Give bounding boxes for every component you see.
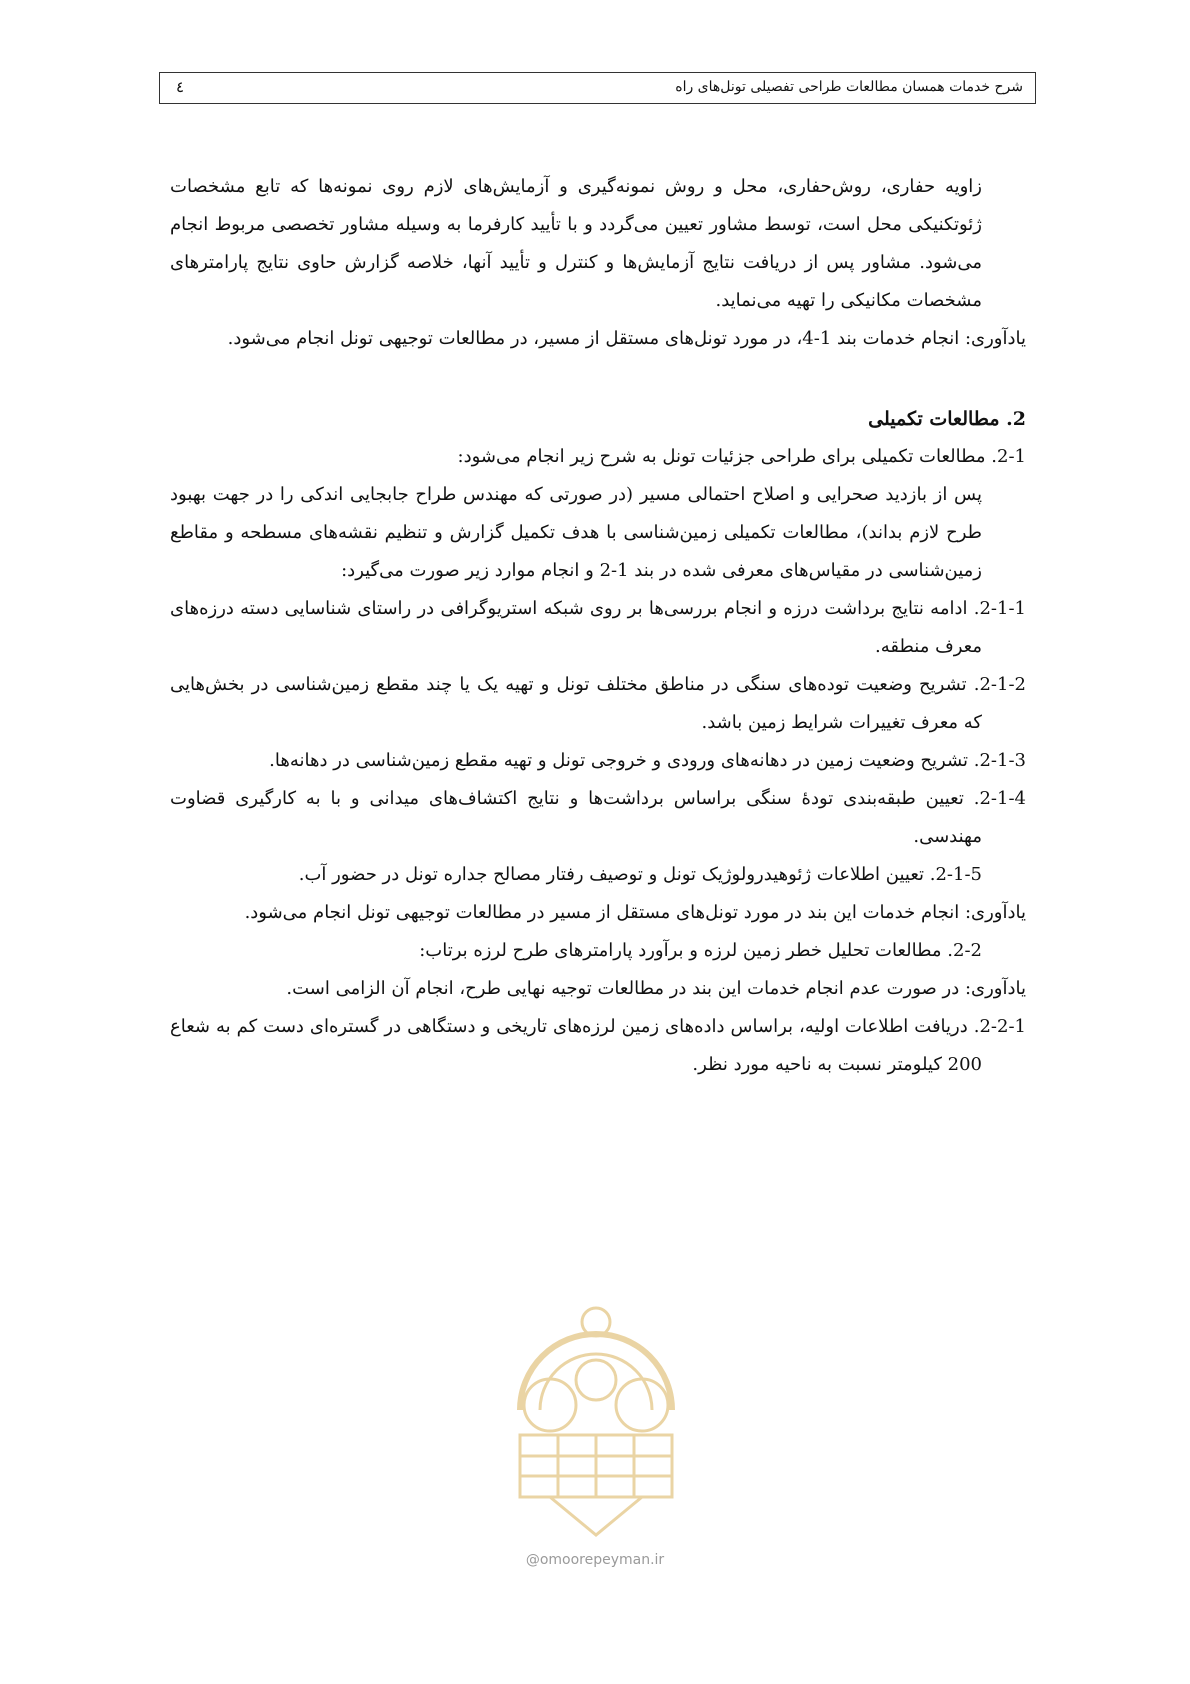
watermark-seal-icon <box>480 1260 712 1550</box>
note-paragraph: یادآوری: انجام خدمات بند 1-4، در مورد تونل‌های مستقل از مسیر، در مطالعات توجیهی تونل انجام می‌شود. <box>227 328 1026 349</box>
page-number: ٤ <box>176 78 185 96</box>
item-2-1-3: 2-1-3. تشریح وضعیت زمین در دهانه‌های ورودی و خروجی تونل و تهیه مقطع زمین‌شناسی در دهانه‌ها. <box>269 750 1026 771</box>
item-2-2-1: 2-2-1. دریافت اطلاعات اولیه، براساس داده‌های زمین لرزه‌های تاریخی و دستگاهی در گستره‌ای دست کم به شعاع 200 کیلومتر نسبت به ناحیه مورد نظر. <box>170 1016 1026 1075</box>
section-heading: 2. مطالعات تکمیلی <box>868 408 1026 430</box>
header-title: شرح خدمات همسان مطالعات طراحی تفصیلی تونل‌های راه <box>675 79 1023 95</box>
item-2-1-5: 2-1-5. تعیین اطلاعات ژئوهیدرولوژیک تونل و توصیف رفتار مصالح جداره تونل در حضور آب. <box>298 864 982 885</box>
subsection-2-1-body: پس از بازدید صحرایی و اصلاح احتمالی مسیر (در صورتی که مهندس طراح جابجایی اندکی را در جهت بهبود طرح لازم بداند)، مطالعات تکمیلی زمین‌شناسی با هدف تکمیل گزارش و تنظیم نقشه‌های مسطحه و مقاطع زمین‌شناسی در مقیاس‌های معرفی شده در بند 1-2 و انجام موارد زیر صورت می‌گیرد: <box>170 484 982 581</box>
item-2-1-2: 2-1-2. تشریح وضعیت توده‌های سنگی در مناطق مختلف تونل و تهیه یک یا چند مقطع زمین‌شناسی در بخش‌هایی که معرف تغییرات شرایط زمین باشد. <box>170 674 1026 733</box>
item-2-1-4: 2-1-4. تعیین طبقه‌بندی تودهٔ سنگی براساس برداشت‌ها و نتایج اکتشاف‌های میدانی و با به کارگیری قضاوت مهندسی. <box>170 788 1026 847</box>
subsection-2-1-title: 2-1. مطالعات تکمیلی برای طراحی جزئیات تونل به شرح زیر انجام می‌شود: <box>457 446 1026 467</box>
page-header <box>159 72 1036 104</box>
watermark-text: @omoorepeyman.ir <box>525 1552 665 1568</box>
body-text <box>170 168 1026 1084</box>
item-2-1-1: 2-1-1. ادامه نتایج برداشت درزه و انجام بررسی‌ها بر روی شبکه استریوگرافی در راستای شناسایی دسته درزه‌های معرف منطقه. <box>170 598 1026 657</box>
note-paragraph-2: یادآوری: انجام خدمات این بند در مورد تونل‌های مستقل از مسیر در مطالعات توجیهی تونل انجام می‌شود. <box>244 902 1026 923</box>
subsection-2-2-title: 2-2. مطالعات تحلیل خطر زمین لرزه و برآورد پارامترهای طرح لرزه برتاب: <box>419 940 982 961</box>
paragraph-geotech: زاویه حفاری، روش‌حفاری، محل و روش نمونه‌گیری و آزمایش‌های لازم روی نمونه‌ها که تابع مشخصات ژئوتکنیکی محل است، توسط مشاور تعیین می‌گردد و با تأیید کارفرما به وسیله مشاور تخصصی مربوط انجام می‌شود. مشاور پس از دریافت نتایج آزمایش‌ها و کنترل و تأیید آنها، خلاصه گزارش حاوی نتایج پارامترهای مشخصات مکانیکی را تهیه می‌نماید. <box>170 176 982 311</box>
note-paragraph-3: یادآوری: در صورت عدم انجام خدمات این بند در مطالعات توجیه نهایی طرح، انجام آن الزامی است. <box>286 978 1026 999</box>
